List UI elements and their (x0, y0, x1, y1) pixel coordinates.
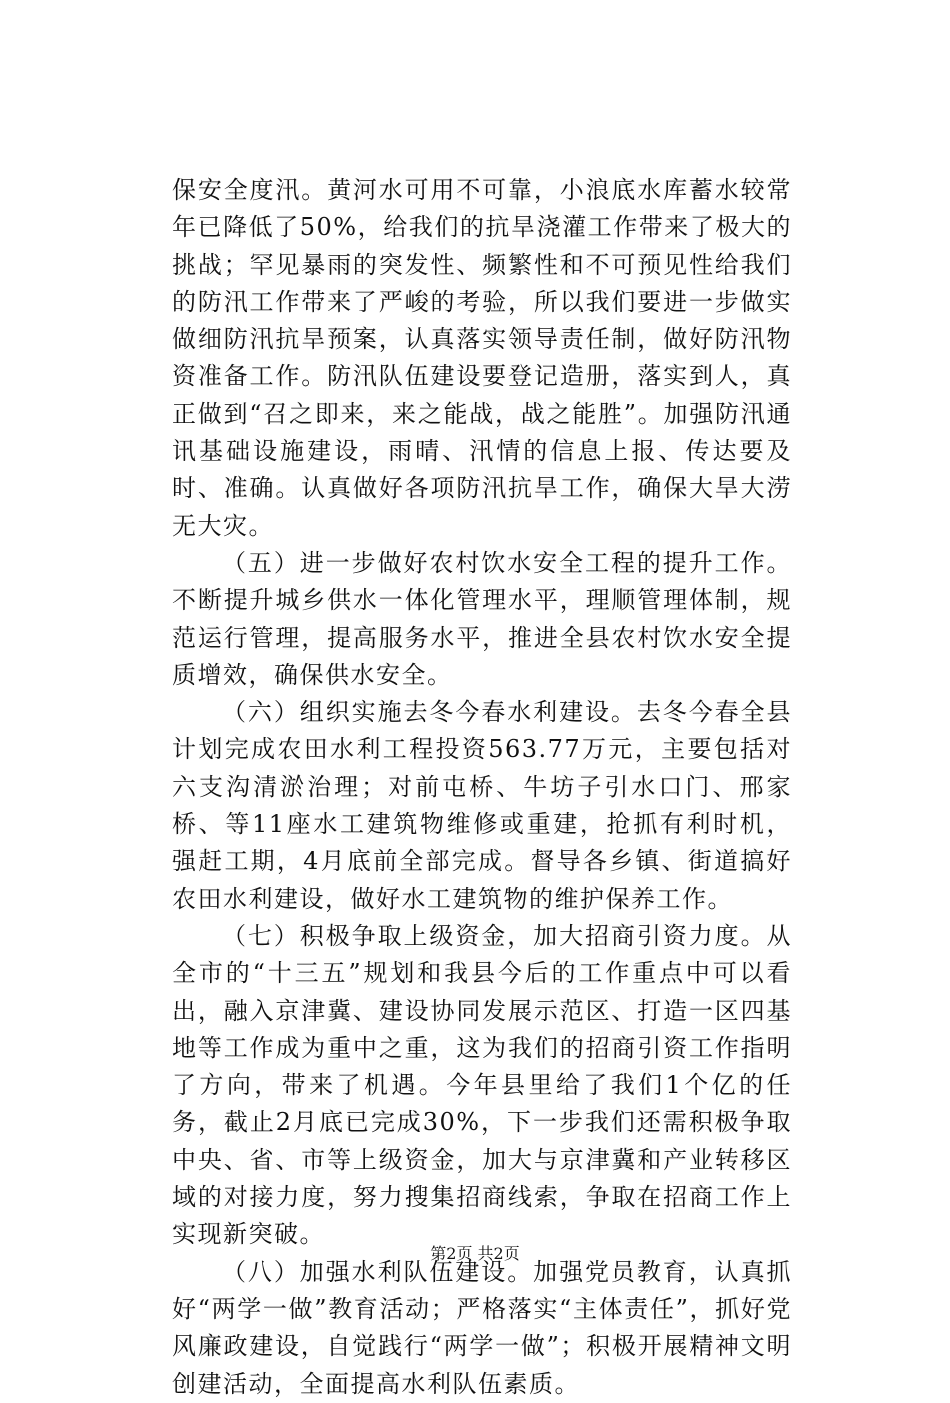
paragraph-section-6: （六）组织实施去冬今春水利建设。去冬今春全县计划完成农田水利工程投资563.77万元，主要包括对六支沟清淤治理；对前屯桥、牛坊子引水口门、邢家桥、等11座水工建筑物维修或重建，抢抓有利时机，强赶工期，4月底前全部完成。督导各乡镇、街道搞好农田水利建设，做好水工建筑物的维护保养工作。 (172, 698, 792, 913)
page-number-footer: 第2页 共2页 (430, 1244, 520, 1263)
paragraph-section-7: （七）积极争取上级资金，加大招商引资力度。从全市的“十三五”规划和我县今后的工作重点中可以看出，融入京津冀、建设协同发展示范区、打造一区四基地等工作成为重中之重，这为我们的招商引资工作指明了方向，带来了机遇。今年县里给了我们1个亿的任务，截止2月底已完成30%，下一步我们还需积极争取中央、省、市等上级资金，加大与京津冀和产业转移区域的对接力度，努力搜集招商线索，争取在招商工作上实现新突破。 (172, 921, 792, 1249)
paragraph-section-5: （五）进一步做好农村饮水安全工程的提升工作。不断提升城乡供水一体化管理水平，理顺管理体制，规范运行管理，提高服务水平，推进全县农村饮水安全提质增效，确保供水安全。 (172, 548, 792, 689)
document-body (172, 172, 792, 1403)
paragraph-continuation: 保安全度汛。黄河水可用不可靠，小浪底水库蓄水较常年已降低了50%，给我们的抗旱浇灌工作带来了极大的挑战；罕见暴雨的突发性、频繁性和不可预见性给我们的防汛工作带来了严峻的考验，所以我们要进一步做实做细防汛抗旱预案，认真落实领导责任制，做好防汛物资准备工作。防汛队伍建设要登记造册，落实到人，真正做到“召之即来，来之能战，战之能胜”。加强防汛通讯基础设施建设，雨晴、汛情的信息上报、传达要及时、准确。认真做好各项防汛抗旱工作，确保大旱大涝无大灾。 (172, 176, 792, 540)
paragraph-section-8: （八）加强水利队伍建设。加强党员教育，认真抓好“两学一做”教育活动；严格落实“主体责任”，抓好党风廉政建设，自觉践行“两学一做”；积极开展精神文明创建活动，全面提高水利队伍素质。 (172, 1257, 792, 1398)
